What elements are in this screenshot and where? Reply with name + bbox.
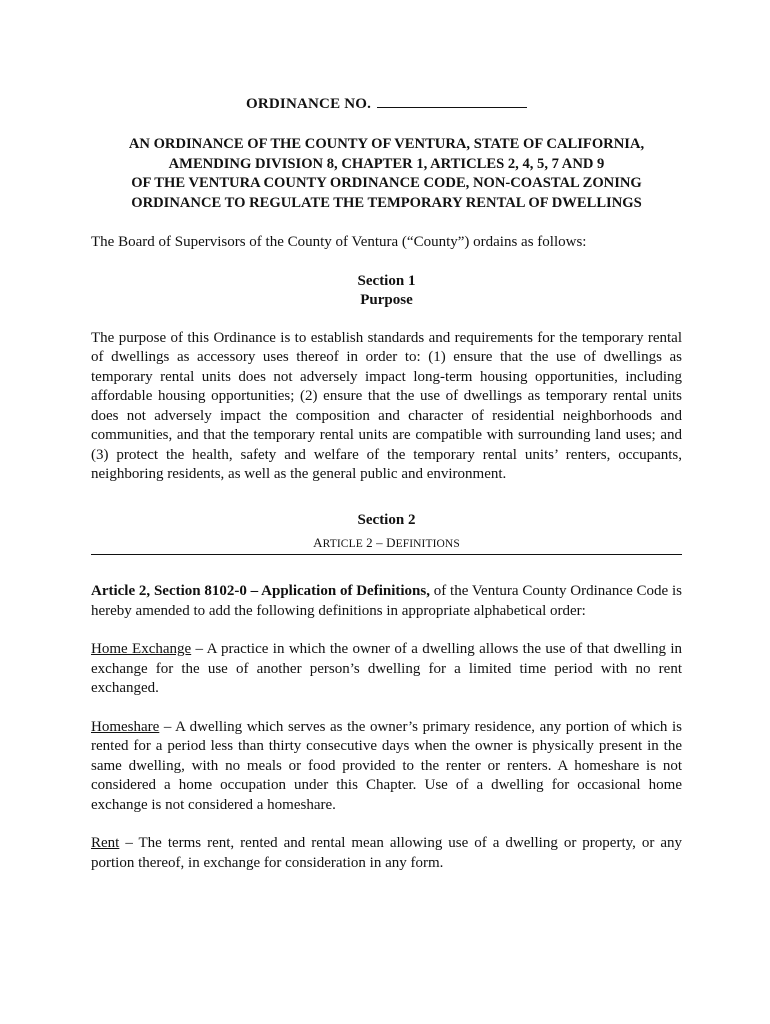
ordinance-title (91, 135, 682, 213)
ordinance-title-line: OF THE VENTURA COUNTY ORDINANCE CODE, NON-COASTAL ZONING (131, 175, 642, 191)
intro-paragraph: The Board of Supervisors of the County of Ventura (“County”) ordains as follows: (91, 234, 587, 250)
ordinance-title-line: AN ORDINANCE OF THE COUNTY OF VENTURA, STATE OF CALIFORNIA, (128, 136, 645, 152)
ordinance-title-line: ORDINANCE TO REGULATE THE TEMPORARY RENTAL OF DWELLINGS (131, 194, 642, 211)
definition-term: Home Exchange (91, 641, 192, 657)
article-heading-smallcaps: EFINITIONS (395, 538, 460, 550)
ordinance-number-blank (377, 95, 527, 108)
article-reference: Article 2, Section 8102-0 – Application of Definitions, (91, 583, 430, 599)
article-heading-smallcaps: RTICLE (322, 538, 363, 550)
section-1-heading (91, 272, 682, 311)
section-number: Section 1 (357, 272, 416, 289)
definition-rent (91, 834, 682, 873)
article-heading (91, 534, 682, 555)
ordinance-number-line (91, 94, 682, 114)
section-2-heading (91, 511, 682, 531)
ordinance-number-label: ORDINANCE NO. (245, 96, 372, 112)
document-page (91, 94, 682, 873)
definition-text: – A dwelling which serves as the owner’s primary residence, any portion of which is rented for a period less than thirty consecutive days when the owner is physically present in the same dwelling, with no meals or food provided to the renter or renters. A homeshare is not considered a home occupation under this Chapter. Use of a dwelling for occasional home exchange is not considered a homeshare. (91, 718, 682, 813)
article-heading-number: 2 – (362, 535, 387, 550)
section-number: Section 2 (357, 511, 416, 528)
article-heading-cap: A (313, 535, 323, 550)
definition-text: – The terms rent, rented and rental mean allowing use of a dwelling or property, or any portion thereof, in exchange for consideration in any form. (91, 835, 682, 871)
definition-term: Homeshare (91, 718, 160, 735)
section-title: Purpose (360, 292, 413, 308)
definition-home-exchange (91, 640, 682, 699)
article-heading-cap: D (386, 535, 396, 550)
definition-term: Rent (91, 835, 120, 851)
article-amendment-text: of the Ventura County Ordinance Code is hereby amended to add the following definitions in appropriate alphabetical order: (91, 583, 682, 619)
purpose-paragraph: The purpose of this Ordinance is to establish standards and requirements for the temporary rental of dwellings as accessory uses thereof in order to: (1) ensure that the use of dwellings as temporary rental units does not adversely impact long-term housing opportunities, including affordable housing opportunities; (2) ensure that the use of dwellings as temporary rental units does not adversely impact the composition and character of residential neighborhoods and communities, and that the temporary rental units are compatible with surrounding land uses; and (3) protect the health, safety and welfare of the temporary rental units’ renters, occupants, neighboring residents, as well as the general public and environment. (91, 329, 682, 482)
definition-homeshare (91, 718, 682, 816)
definition-text: – A practice in which the owner of a dwelling allows the use of that dwelling in exchange for the use of another person’s dwelling for a limited time period with no rent exchanged. (91, 641, 682, 696)
ordinance-title-line: AMENDING DIVISION 8, CHAPTER 1, ARTICLES 2, 4, 5, 7 AND 9 (168, 155, 605, 172)
article-amendment-paragraph (91, 582, 682, 621)
